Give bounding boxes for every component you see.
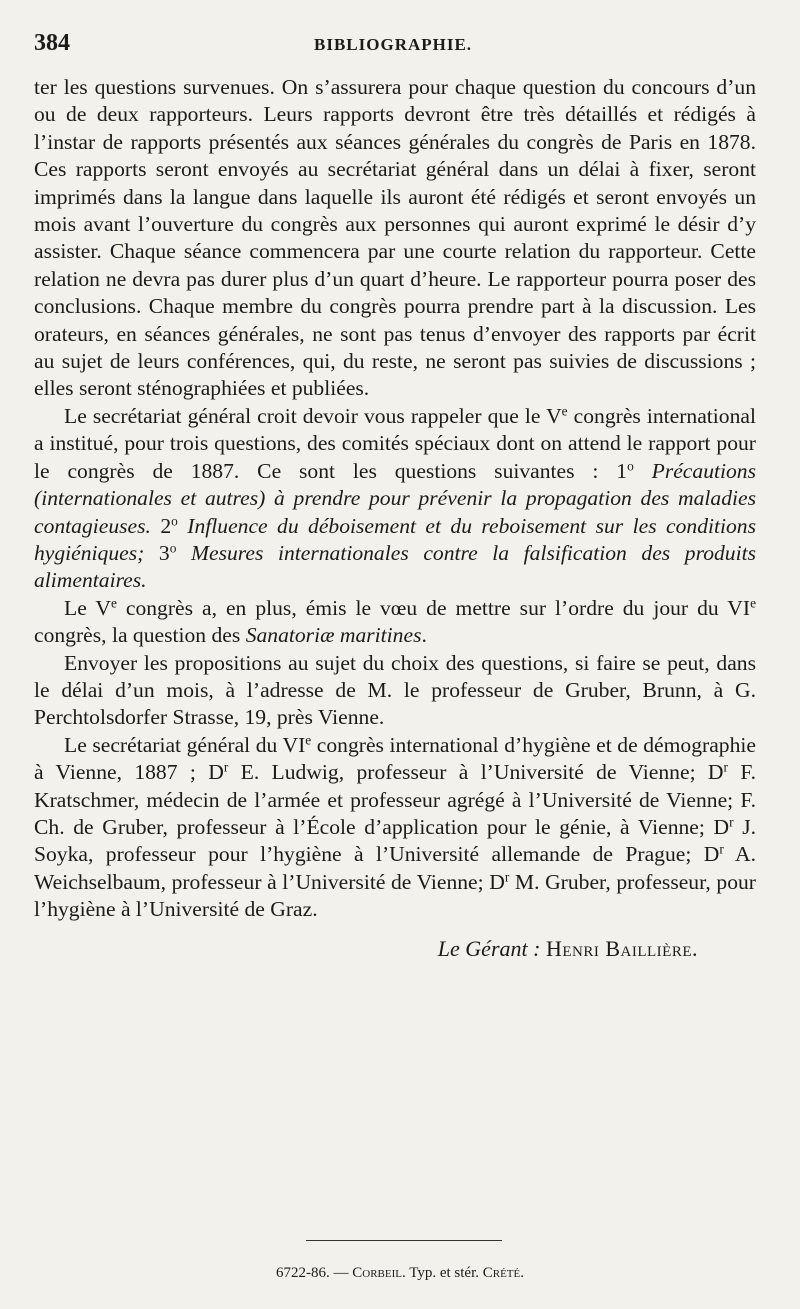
italic-run: Influence du déboisement et du reboisement sur les conditions hygiéniques; [34,513,756,565]
text-run: E. Ludwig, professeur à l’Université de Vienne; D [228,760,724,785]
italic-run: Sanatoriæ maritines [245,623,422,648]
superscript: r [723,759,728,775]
superscript: o [627,458,634,474]
superscript: e [110,595,117,611]
superscript: o [169,540,177,556]
page-header [34,30,756,74]
running-title: BIBLIOGRAPHIE. [314,35,473,54]
text-run: congrès, la question des [34,623,246,648]
text-run: Le secrétariat général croit devoir vous rappeler que le V [64,403,562,428]
superscript: r [223,759,229,775]
signature [34,936,756,962]
imprint-code: 6722-86. — [276,1265,353,1281]
superscript: e [750,595,756,611]
text-run: F. Kratschmer, médecin de l’armée et professeur agrégé à l’Université de Vienne; F. Ch. de Gruber, professeur à l’École d’application pour le génie, à Vienne; D [34,760,757,839]
text-run: . [421,623,427,648]
superscript: r [719,842,724,858]
text-run: 2 [150,513,172,538]
superscript: e [561,403,568,419]
text-run: Le V [64,595,111,620]
text-run: M. Gruber, professeur, pour l’hygiène à l’Université de Graz. [34,869,756,922]
paragraph-1: ter les questions survenues. On s’assurera pour chaque question du concours d’un ou de deux rapporteurs. Leurs rapports devront être très détaillés et rédigés à l’instar de rapports présentés aux séances générales du congrès de Paris en 1878. Ces rapports seront envoyés au secrétariat général dans un délai à fixer, seront imprimés dans la langue dans laquelle ils auront été rédigés et seront envoyés un mois avant l’ouverture du congrès aux personnes qui auront exprimé le désir d’y assister. Chaque séance commencera par une courte relation du rapporteur. Cette relation ne devra pas durer plus d’un quart d’heure. Le rapporteur pourra poser des conclusions. Chaque membre du congrès pourra prendre part à la discussion. Les orateurs, en séances générales, ne sont pas tenus d’envoyer des rapports par écrit au sujet de leurs conférences, qui, du reste, ne seront pas suivies de discussions ; elles seront sténographiées et publiées. [34,75,756,401]
italic-run: Mesures internationales contre la falsification des produits alimentaires. [34,540,756,593]
superscript: o [171,513,178,529]
body-text [34,74,756,924]
text-run: A. Weichselbaum, professeur à l’Université de Vienne; D [34,842,756,894]
superscript: r [729,814,734,830]
text-run: Le secrétariat général du VI [64,732,306,757]
text-run: congrès international d’hygiène et de démographie à Vienne, 1887 ; D [34,732,756,785]
footer-rule [306,1240,502,1241]
text-run: congrès international a institué, pour trois questions, des comités spéciaux dont on attend le rapport pour le congrès de 1887. Ce sont les questions suivantes : 1 [34,403,756,483]
page-number: 384 [34,30,70,56]
printer-imprint [0,1265,800,1282]
text-run: congrès a, en plus, émis le vœu de mettre sur l’ordre du jour du VI [116,595,751,620]
paragraph-4: Envoyer les propositions au sujet du choix des questions, si faire se peut, dans le délai d’un mois, à l’adresse de M. le professeur de Gruber, Brunn, à G. Perchtolsdorfer Strasse, 19, près Vienne. [34,650,756,730]
imprint-end: . [520,1265,524,1281]
text-run: J. Soyka, professeur pour l’hygiène à l’Université allemande de Prague; D [34,814,757,867]
paragraph-5 [34,732,756,924]
paragraph-2 [34,403,756,595]
italic-run: Précautions (internationales et autres) à prendre pour prévenir la propagation des maladies contagieuses. [34,458,756,538]
imprint-text: . Typ. et stér. [401,1265,483,1281]
paragraph-3 [34,595,756,650]
signature-label: Le Gérant : [437,935,541,961]
text-run: 3 [144,540,170,565]
imprint-printer: Crété [482,1265,521,1281]
imprint-city: Corbeil [352,1265,402,1281]
signature-name: Henri Baillière. [545,935,698,961]
superscript: r [504,869,510,885]
superscript: e [305,732,312,748]
